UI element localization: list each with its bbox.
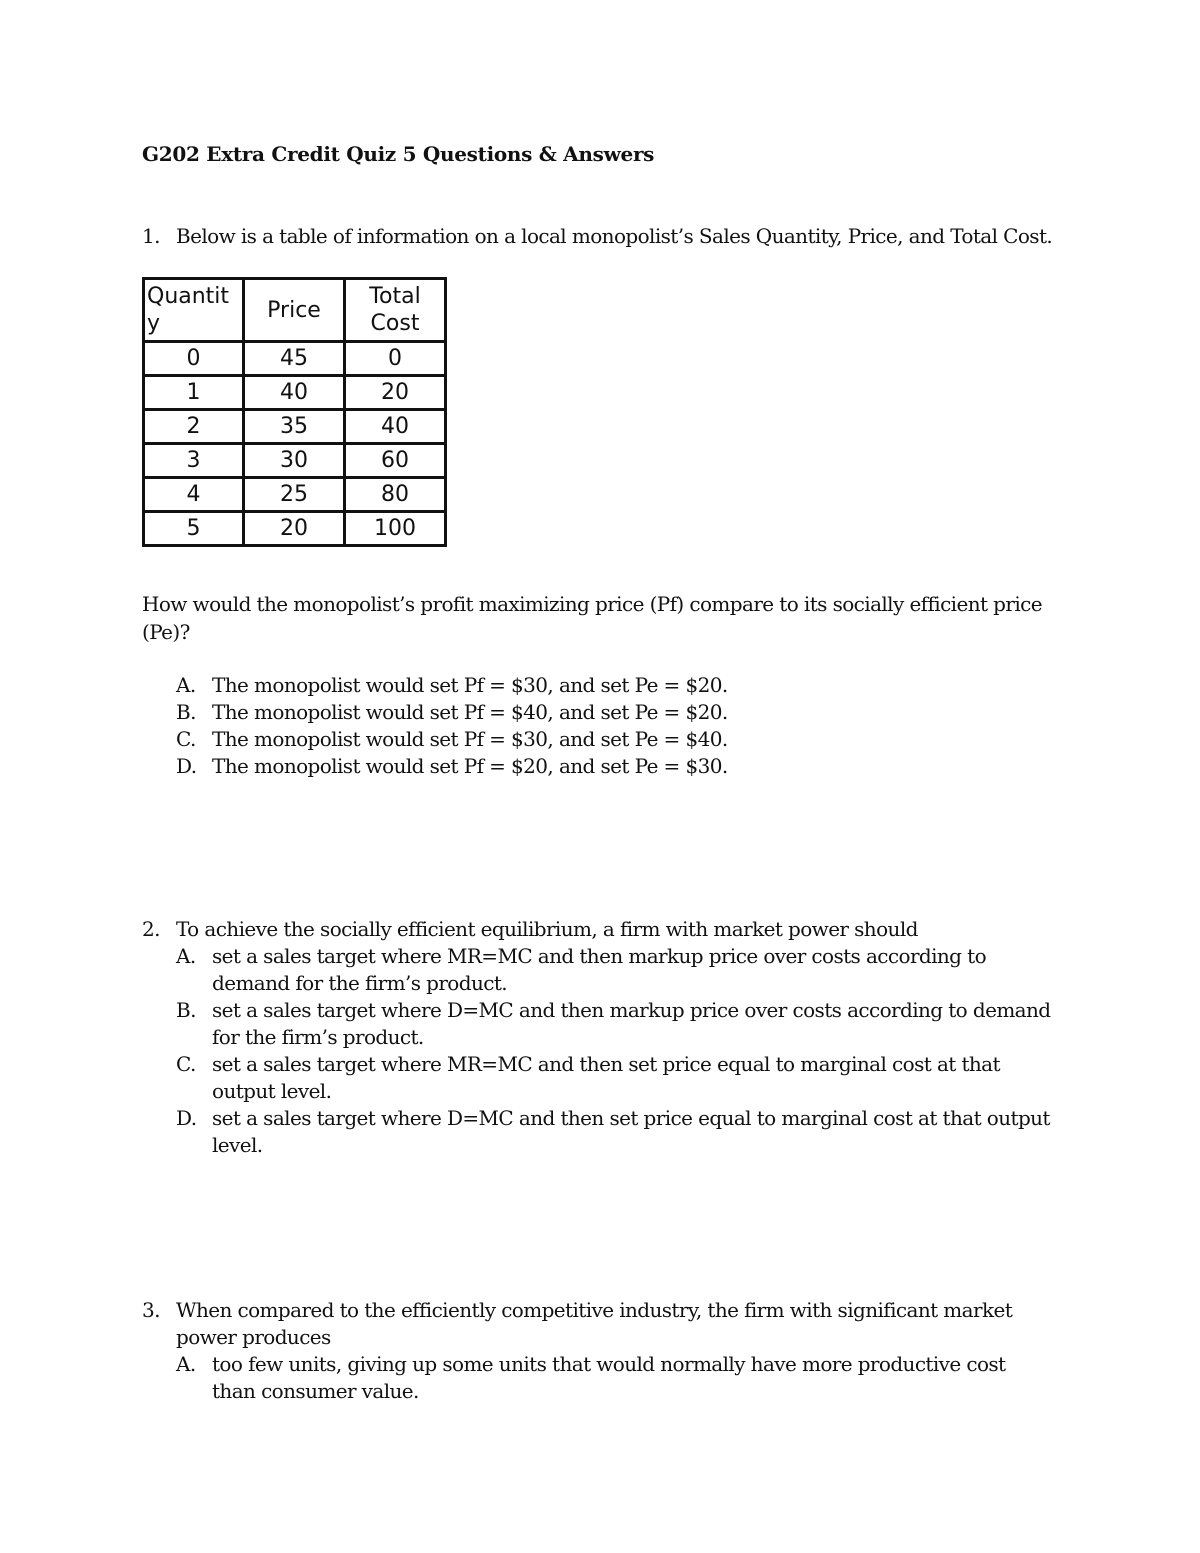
option-letter: A. [176, 673, 196, 697]
table-cell: 40 [244, 376, 345, 410]
question-stem: Below is a table of information on a local monopolist’s Sales Quantity, Price, and Total Cost. [176, 224, 1053, 248]
table-cell: 80 [345, 478, 446, 512]
table-cell: 60 [345, 444, 446, 478]
option-text: set a sales target where MR=MC and then set price equal to marginal cost at that output level. [212, 1052, 1000, 1103]
option-letter: D. [176, 754, 197, 778]
option-letter: B. [176, 700, 196, 724]
option-letter: A. [176, 944, 196, 968]
option-letter: D. [176, 1106, 197, 1130]
question-number: 2. [142, 917, 160, 941]
table-cell: 20 [244, 512, 345, 546]
question-number: 3. [142, 1298, 160, 1322]
table-cell: 0 [144, 342, 244, 376]
table-row [144, 410, 446, 444]
data-table [142, 277, 447, 547]
question-1 [142, 223, 1082, 250]
option-letter: B. [176, 998, 196, 1022]
table-cell: 100 [345, 512, 446, 546]
table-cell: 30 [244, 444, 345, 478]
table-header-row [144, 279, 446, 342]
table-row [144, 376, 446, 410]
answer-option-a[interactable] [142, 943, 1062, 997]
option-text: set a sales target where D=MC and then set price equal to marginal cost at that output level. [212, 1106, 1050, 1157]
question-stem: When compared to the efficiently competitive industry, the firm with significant market power produces [176, 1298, 1013, 1349]
page-title: G202 Extra Credit Quiz 5 Questions & Answers [142, 142, 655, 166]
question-number: 1. [142, 224, 160, 248]
answer-option-d[interactable] [142, 753, 1082, 780]
question-3 [142, 1297, 1042, 1405]
question-2 [142, 916, 1062, 1159]
table-cell: 25 [244, 478, 345, 512]
option-letter: C. [176, 1052, 196, 1076]
option-text: The monopolist would set Pf = $30, and set Pe = $20. [212, 673, 728, 697]
option-letter: C. [176, 727, 196, 751]
table-cell: 2 [144, 410, 244, 444]
table-row [144, 512, 446, 546]
answer-option-d[interactable] [142, 1105, 1062, 1159]
table-cell: 45 [244, 342, 345, 376]
table-cell: 5 [144, 512, 244, 546]
table-cell: 20 [345, 376, 446, 410]
table-cell: 4 [144, 478, 244, 512]
question-1-prompt: How would the monopolist’s profit maximizing price (Pf) compare to its socially efficient price (Pe)? [142, 592, 1042, 644]
table-row [144, 478, 446, 512]
table-cell: 3 [144, 444, 244, 478]
column-header-quantity: Quantity [144, 279, 244, 342]
column-header-price: Price [244, 279, 345, 342]
table-cell: 1 [144, 376, 244, 410]
answer-option-c[interactable] [142, 1051, 1062, 1105]
option-text: set a sales target where MR=MC and then markup price over costs according to demand for the firm’s product. [212, 944, 987, 995]
table-row [144, 444, 446, 478]
answer-option-a[interactable] [142, 672, 1082, 699]
option-text: too few units, giving up some units that would normally have more productive cost than consumer value. [212, 1352, 1006, 1403]
option-text: The monopolist would set Pf = $40, and set Pe = $20. [212, 700, 728, 724]
column-header-total-cost [345, 279, 446, 342]
question-1-options [142, 672, 1082, 780]
answer-option-a[interactable] [142, 1351, 1042, 1405]
answer-option-b[interactable] [142, 699, 1082, 726]
option-letter: A. [176, 1352, 196, 1376]
total-cost-label: Total Cost [369, 284, 421, 336]
option-text: set a sales target where D=MC and then markup price over costs according to demand for the firm’s product. [212, 998, 1051, 1049]
table-cell: 35 [244, 410, 345, 444]
table-cell: 0 [345, 342, 446, 376]
table-row [144, 342, 446, 376]
table-cell: 40 [345, 410, 446, 444]
option-text: The monopolist would set Pf = $30, and set Pe = $40. [212, 727, 728, 751]
option-text: The monopolist would set Pf = $20, and set Pe = $30. [212, 754, 728, 778]
answer-option-b[interactable] [142, 997, 1062, 1051]
question-stem: To achieve the socially efficient equilibrium, a firm with market power should [176, 917, 918, 941]
answer-option-c[interactable] [142, 726, 1082, 753]
